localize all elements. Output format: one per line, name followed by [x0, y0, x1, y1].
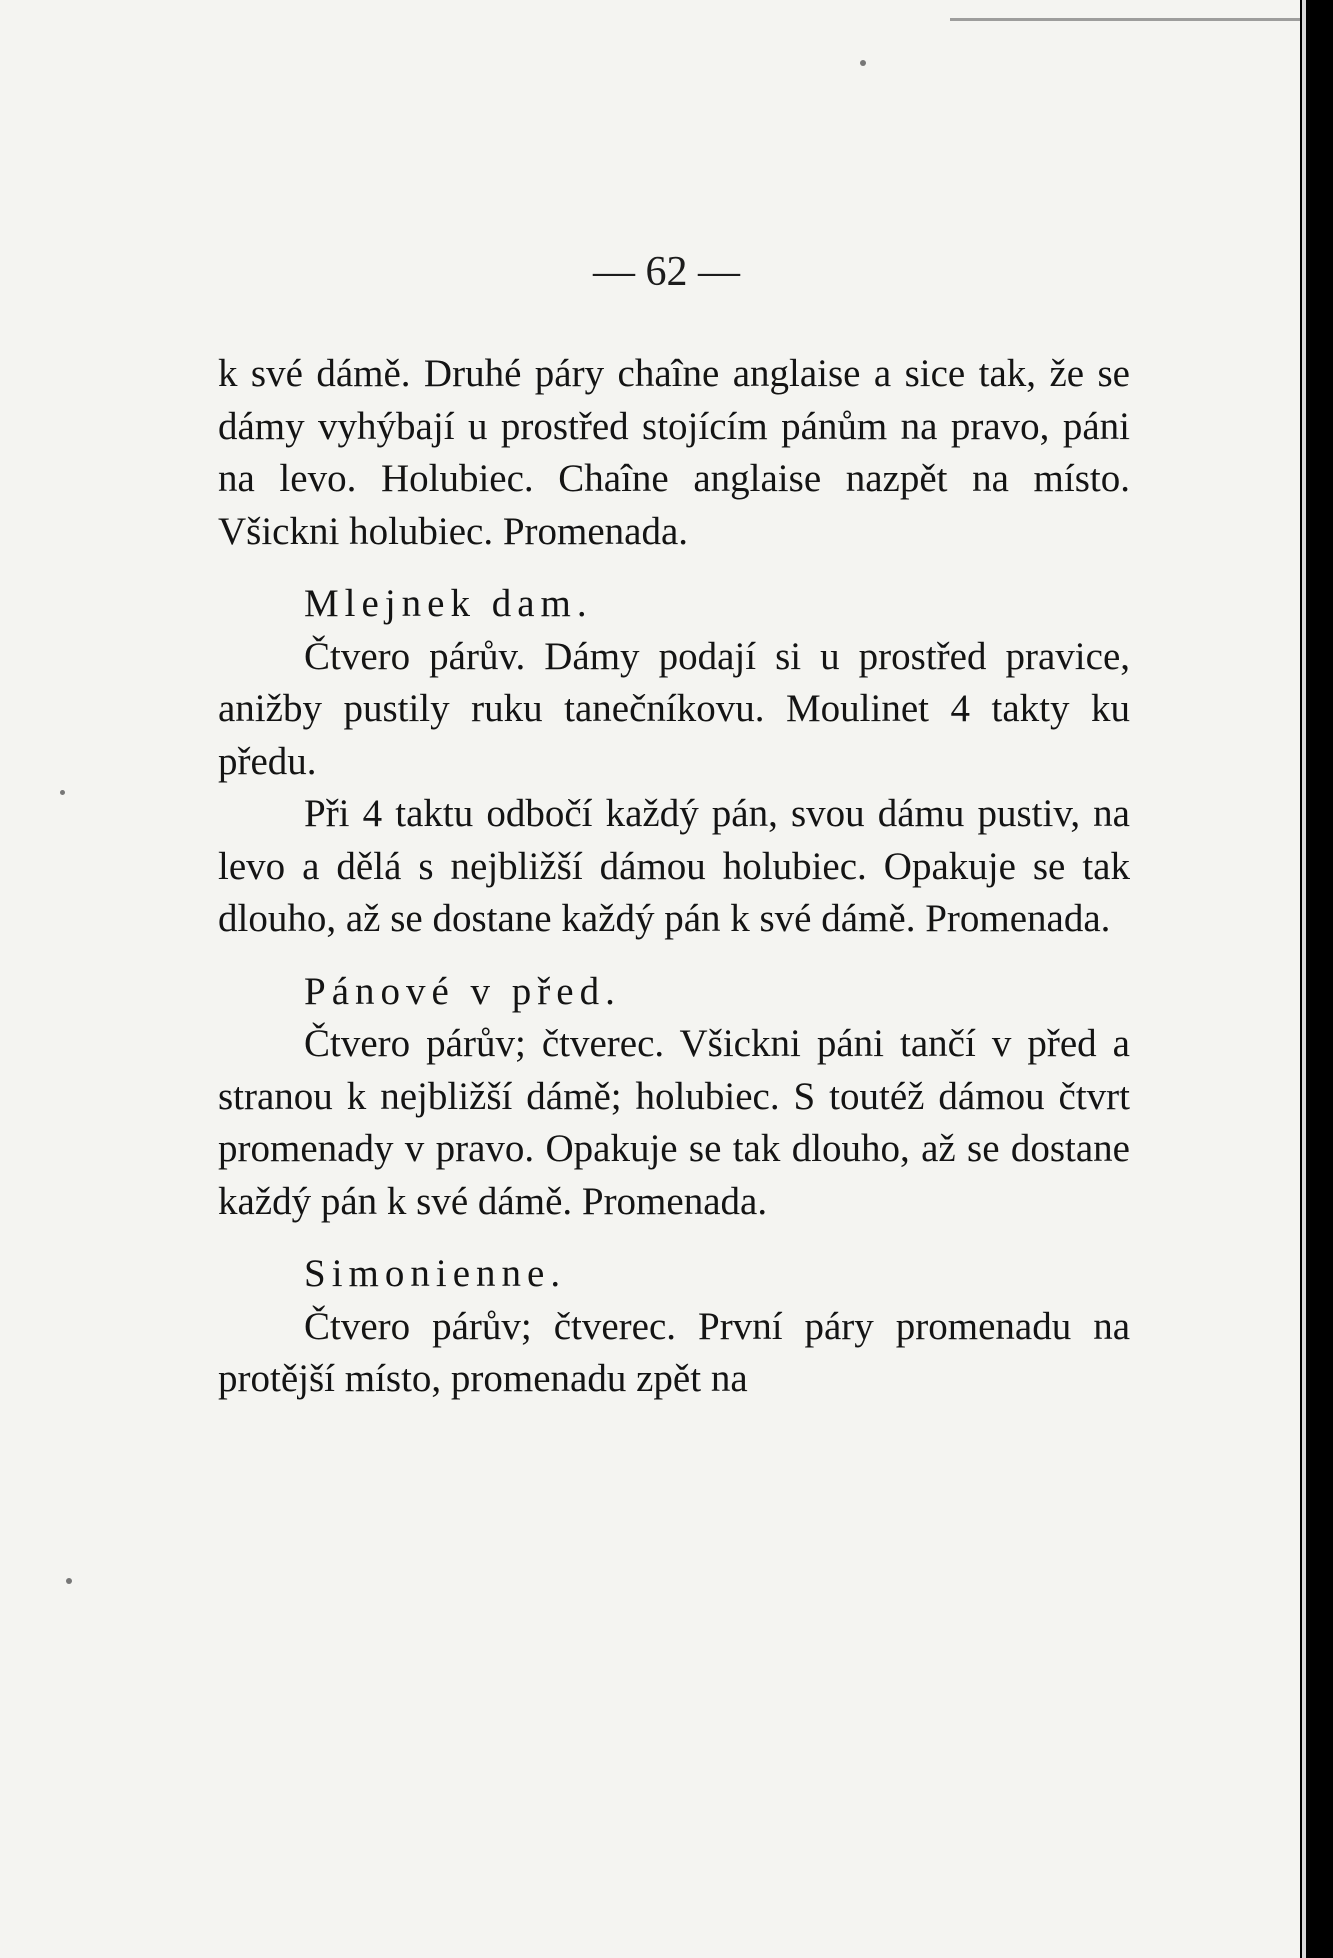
scan-speck [60, 790, 65, 795]
paragraph: Při 4 taktu odbočí každý pán, svou dámu pustiv, na levo a dělá s nejbližší dámou holubiec. Opakuje se tak dlouho, až se dostane každý pán k své dámě. Promenada. [218, 792, 1130, 940]
scan-speck [66, 1578, 72, 1584]
paragraph: Čtvero párův. Dámy podají si u prostřed pravice, anižby pustily ruku tanečníkovu. Moulinet 4 takty ku předu. [218, 634, 1130, 783]
body-text [218, 348, 1130, 1406]
page-edge-highlight [1302, 0, 1306, 1958]
section-heading: Mlejnek dam. [304, 582, 593, 625]
paragraph: Čtvero párův; čtverec. První páry promenadu na protější místo, promenadu zpět na [218, 1304, 1130, 1400]
scan-speck [860, 60, 866, 66]
section-heading: Simonienne. [304, 1252, 567, 1295]
scan-artifact-rule [950, 18, 1300, 21]
section-heading: Pánové v před. [304, 969, 621, 1013]
paragraph: Čtvero párův; čtverec. Všickni páni tančí v před a stranou k nejbližší dámě; holubiec. S toutéž dámou čtvrt promenady v pravo. Opakuje se tak dlouho, až se dostane každý pán k své dámě. Promenada. [218, 1022, 1130, 1223]
paragraph: k své dámě. Druhé páry chaîne anglaise a sice tak, že se dámy vyhýbají u prostřed stojícím pánům na pravo, páni na levo. Holubiec. Chaîne anglaise nazpět na místo. Všickni holubiec. Promenada. [218, 352, 1130, 553]
page-number: — 62 — [593, 249, 740, 295]
